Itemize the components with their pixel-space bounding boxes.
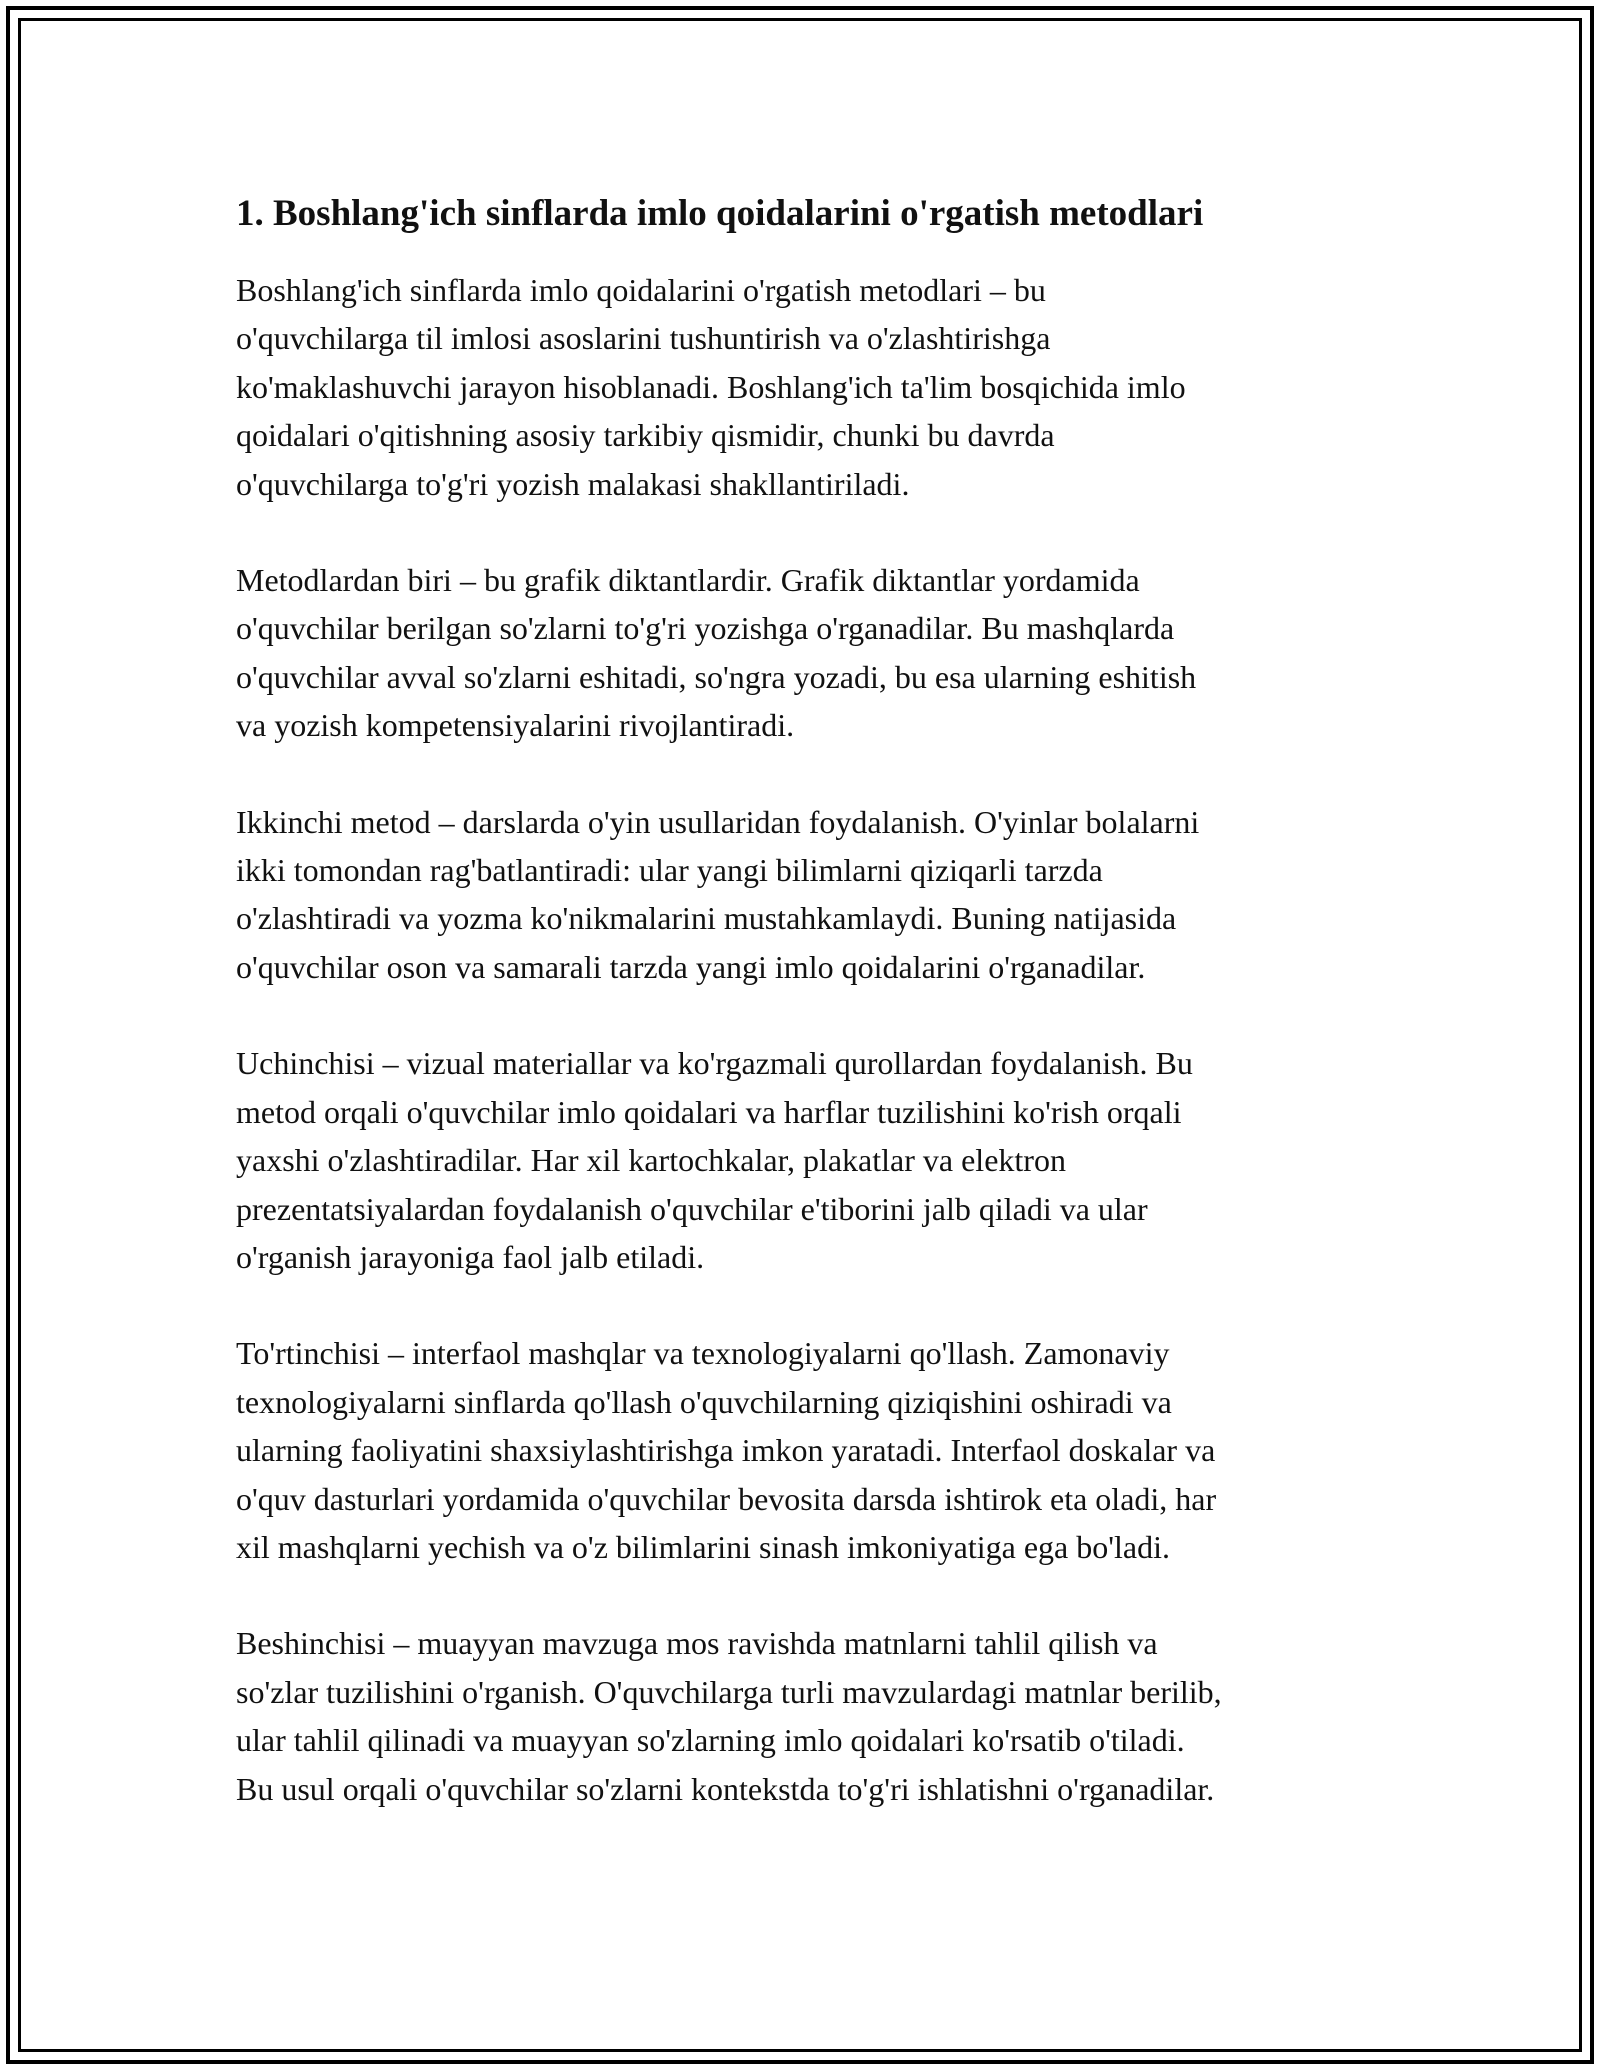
- text-line: Uchinchisi – vizual materiallar va ko'rgazmali qurollardan foydalanish. Bu: [236, 1045, 1193, 1082]
- text-line: o'zlashtiradi va yozma ko'nikmalarini mustahkamlaydi. Buning natijasida: [236, 900, 1177, 937]
- text-line: ikki tomondan rag'batlantiradi: ular yangi bilimlarni qiziqarli tarzda: [236, 852, 1103, 889]
- text-line: so'zlar tuzilishini o'rganish. O'quvchilarga turli mavzulardagi matnlar berilib,: [236, 1673, 1222, 1710]
- paragraph-intro: [236, 266, 1386, 508]
- text-line: o'quvchilar berilgan so'zlarni to'g'ri yozishga o'rganadilar. Bu mashqlarda: [236, 610, 1175, 647]
- text-line: Beshinchisi – muayyan mavzuga mos ravishda matnlarni tahlil qilish va: [236, 1625, 1158, 1662]
- text-line: texnologiyalarni sinflarda qo'llash o'quvchilarning qiziqishini oshiradi va: [236, 1383, 1172, 1420]
- text-line: qoidalari o'qitishning asosiy tarkibiy qismidir, chunki bu davrda: [236, 417, 1055, 454]
- text-line: prezentatsiyalardan foydalanish o'quvchilar e'tiborini jalb qiladi va ular: [236, 1190, 1148, 1227]
- text-line: Boshlang'ich sinflarda imlo qoidalarini o'rgatish metodlari – bu: [236, 272, 1046, 308]
- text-line: Ikkinchi metod – darslarda o'yin usullaridan foydalanish. O'yinlar bolalarni: [236, 803, 1200, 840]
- text-line: metod orqali o'quvchilar imlo qoidalari va harflar tuzilishini ko'rish orqali: [236, 1093, 1182, 1130]
- text-line: Bu usul orqali o'quvchilar so'zlarni kontekstda to'g'ri ishlatishni o'rganadilar.: [236, 1770, 1215, 1807]
- text-line: o'quv dasturlari yordamida o'quvchilar bevosita darsda ishtirok eta oladi, har: [236, 1480, 1217, 1517]
- paragraph-method-text-analysis: [236, 1619, 1386, 1813]
- paragraph-method-visual-materials: [236, 1039, 1386, 1281]
- section-heading: 1. Boshlang'ich sinflarda imlo qoidalarini o'rgatish metodlari: [236, 193, 1204, 234]
- paragraph-method-graphic-dictation: [236, 556, 1386, 750]
- text-line: ko'maklashuvchi jarayon hisoblanadi. Boshlang'ich ta'lim bosqichida imlo: [236, 368, 1186, 405]
- text-line: ularning faoliyatini shaxsiylashtirishga imkon yaratadi. Interfaol doskalar va: [236, 1432, 1216, 1469]
- text-line: va yozish kompetensiyalarini rivojlantiradi.: [236, 707, 795, 744]
- text-line: To'rtinchisi – interfaol mashqlar va texnologiyalarni qo'llash. Zamonaviy: [236, 1335, 1170, 1372]
- text-line: ular tahlil qilinadi va muayyan so'zlarning imlo qoidalari ko'rsatib o'tiladi.: [236, 1722, 1185, 1759]
- document-body: [236, 188, 1386, 1861]
- text-line: xil mashqlarni yechish va o'z bilimlarini sinash imkoniyatiga ega bo'ladi.: [236, 1528, 1170, 1565]
- text-line: o'quvchilarga til imlosi asoslarini tushuntirish va o'zlashtirishga: [236, 320, 1051, 357]
- text-line: o'quvchilar avval so'zlarni eshitadi, so'ngra yozadi, bu esa ularning eshitish: [236, 658, 1197, 695]
- paragraph-method-games: [236, 798, 1386, 992]
- paragraph-method-interactive: [236, 1329, 1386, 1571]
- text-line: o'quvchilarga to'g'ri yozish malakasi shakllantiriladi.: [236, 465, 910, 502]
- text-line: o'quvchilar oson va samarali tarzda yangi imlo qoidalarini o'rganadilar.: [236, 948, 1146, 985]
- text-line: yaxshi o'zlashtiradilar. Har xil kartochkalar, plakatlar va elektron: [236, 1142, 1066, 1179]
- text-line: Metodlardan biri – bu grafik diktantlardir. Grafik diktantlar yordamida: [236, 562, 1140, 599]
- text-line: o'rganish jarayoniga faol jalb etiladi.: [236, 1238, 705, 1275]
